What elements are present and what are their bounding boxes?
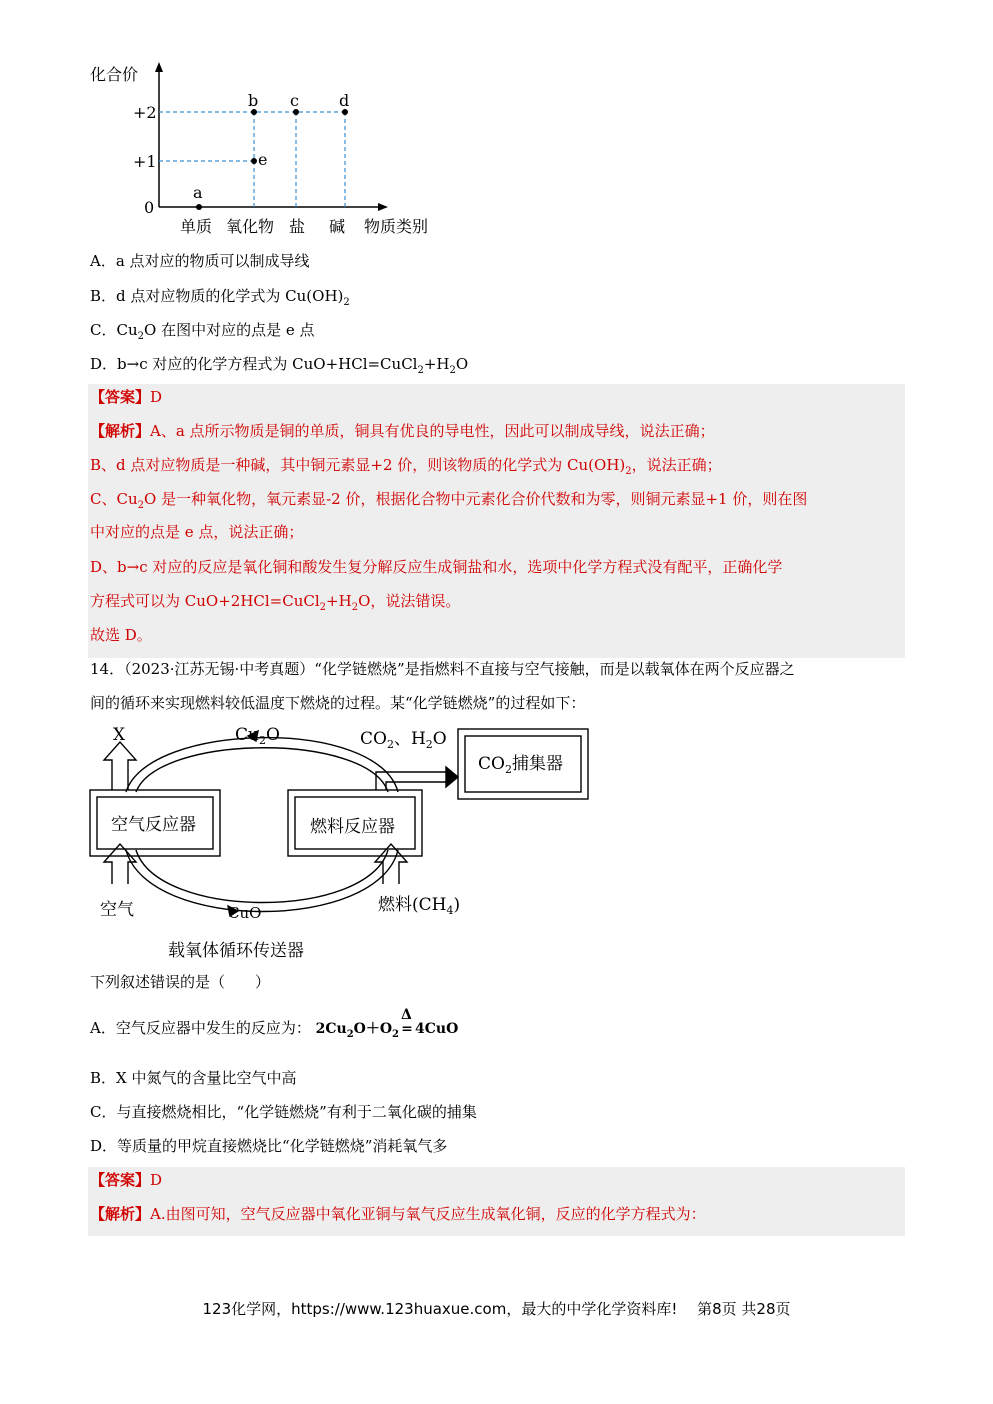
q14-option-c: C．与直接燃烧相比，“化学链燃烧”有利于二氧化碳的捕集 [90, 1103, 477, 1121]
xcat-oxide: 氧化物 [226, 217, 275, 236]
point-e [251, 158, 257, 164]
product-pipe [376, 772, 448, 790]
x-hollow-arrow [104, 742, 136, 790]
q13-option-a: A．a 点对应的物质可以制成导线 [90, 252, 310, 270]
x-axis-arrow [378, 203, 388, 211]
label-air-reactor: 空气反应器 [111, 815, 196, 835]
q13-analysis-a: 【解析】A、a 点所示物质是铜的单质，铜具有优良的导电性，因此可以制成导线，说法正确； [90, 422, 715, 440]
label-cu2o: $Cu_2O$ [235, 725, 280, 747]
q13-analysis-d: D、b→c 对应的反应是氧化铜和酸发生复分解反应生成铜盐和水，选项中化学方程式没有配平，正确化学 [90, 558, 783, 576]
label-products: $CO_2$、$H_2O$ [360, 729, 447, 751]
q13-analysis-b: B、d 点对应物质是一种碱，其中铜元素显+2 价，则该物质的化学式为 $Cu(OH)_2$，说法正确； [90, 456, 722, 477]
y-axis-arrow [155, 62, 163, 72]
ytick-plus2: +2 [133, 103, 157, 122]
y-axis-label: 化合价 [90, 65, 139, 84]
point-label-d: d [339, 91, 350, 110]
xcat-element: 单质 [180, 217, 213, 236]
q13-analysis-c2: 中对应的点是 e 点，说法正确； [90, 523, 304, 541]
product-pipe-arrow [446, 767, 458, 787]
point-a [196, 204, 202, 210]
q14-answer: 【答案】D [90, 1171, 163, 1189]
q14-stem-line2: 间的循环来实现燃料较低温度下燃烧的过程。某“化学链燃烧”的过程如下： [90, 694, 586, 712]
q14-answer-block [88, 1167, 905, 1236]
air-hollow-arrow [104, 844, 136, 884]
q14-stem-line1: 14．（2023·江苏无锡·中考真题）“化学链燃烧”是指燃料不直接与空气接触，而是以载氧体在两个反应器之 [90, 660, 795, 678]
point-label-c: c [290, 91, 299, 110]
q14-option-d: D．等质量的甲烷直接燃烧比“化学链燃烧”消耗氧气多 [90, 1137, 448, 1155]
q13-analysis-conclusion: 故选 D。 [90, 626, 152, 644]
q14-option-a: A．空气反应器中发生的反应为： $2Cu_2O+O_2$ Δ = 4CuO [90, 1007, 459, 1040]
label-air: 空气 [100, 900, 134, 920]
q13-option-c: C．$Cu_2O$ 在图中对应的点是 e 点 [90, 321, 315, 342]
q13-option-b: B．d 点对应物质的化学式为 $Cu(OH)_2$ [90, 287, 350, 308]
label-capture: $CO_2$捕集器 [478, 754, 563, 776]
page-footer: 123化学网，https://www.123huaxue.com，最大的中学化学资料库! 第8页 共28页 [202, 1300, 791, 1318]
q14-analysis-a: 【解析】A.由图可知，空气反应器中氧化亚铜与氧气反应生成氧化铜，反应的化学方程式为： [90, 1205, 706, 1223]
label-fuel: 燃料$(CH_4)$ [378, 895, 461, 917]
label-cuo: CuO [228, 904, 262, 922]
chemical-looping-diagram [88, 722, 598, 967]
xcat-salt: 盐 [289, 217, 306, 236]
point-label-a: a [193, 183, 203, 202]
x-axis-label: 物质类别 [364, 217, 429, 236]
valence-chart [88, 60, 448, 240]
point-label-e: e [258, 150, 268, 169]
q13-analysis-c: C、$Cu_2O$ 是一种氧化物，氧元素显-2 价，根据化合物中元素化合价代数和为零，则铜元素显+1 价，则在图 [90, 490, 808, 511]
q13-answer: 【答案】D [90, 388, 163, 406]
label-fuel-reactor: 燃料反应器 [310, 817, 395, 837]
point-label-b: b [248, 91, 259, 110]
q13-option-d: D．b→c 对应的化学方程式为 $CuO+HCl=CuCl_2+H_2O$ [90, 355, 469, 376]
q14-equation: $2Cu_2O+O_2$ Δ = 4CuO [315, 1007, 459, 1040]
q14-question: 下列叙述错误的是（ ） [90, 973, 271, 991]
ytick-plus1: +1 [133, 152, 157, 171]
ytick-zero: 0 [144, 198, 155, 217]
q13-analysis-d2: 方程式可以为 $CuO+2HCl=CuCl_2+H_2O$，说法错误。 [90, 592, 461, 613]
q14-option-b: B．X 中氮气的含量比空气中高 [90, 1069, 297, 1087]
label-x: X [113, 725, 126, 745]
xcat-base: 碱 [329, 217, 346, 236]
diagram-caption: 载氧体循环传送器 [168, 941, 304, 961]
